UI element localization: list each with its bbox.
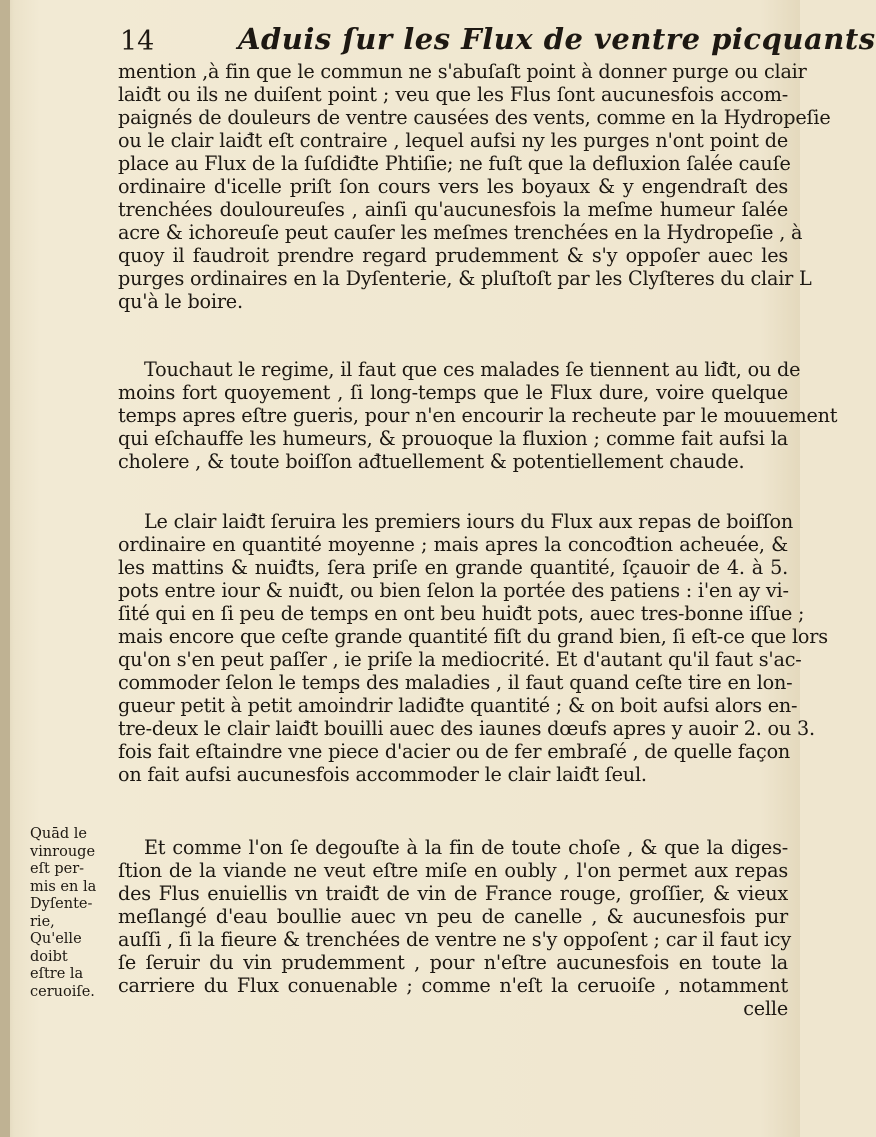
page-number: 14: [120, 26, 155, 57]
margin-note-line: Dyſente-: [30, 896, 93, 912]
text-line: fois fait eſtaindre vne piece d'acier ou de fer embraſé , de quelle façon: [118, 740, 791, 763]
margin-note-line: eſt per-: [30, 861, 85, 877]
margin-note-line: mis en la: [30, 878, 97, 895]
text-line: ſtion de la viande ne veut eſtre miſe en oubly , l'on permet aux repas: [118, 859, 788, 882]
text-line: gueur petit à petit amoindrir ladiđte quantité ; & on boit aufsi alors en-: [118, 694, 798, 717]
text-line: tre-deux le clair laiđt bouilli auec des iaunes dœufs apres y auoir 2. ou 3.: [118, 717, 815, 740]
margin-note-line: eſtre la: [30, 966, 84, 982]
text-line: des Flus enuiellis vn traiđt de vin de France rouge, groſſier, & vieux: [118, 882, 788, 905]
text-line: ſe ſeruir du vin prudemment , pour n'eſtre aucunesfois en toute la: [118, 951, 788, 974]
margin-note: [30, 826, 112, 1001]
paragraph-1: [118, 60, 831, 313]
text-line: cholere , & toute boiſſon ađtuellement & potentiellement chaude.: [118, 450, 745, 473]
text-line: qu'on s'en peut paſſer , ie priſe la mediocrité. Et d'autant qu'il faut s'ac-: [118, 648, 802, 671]
text-line: temps apres eſtre gueris, pour n'en encourir la recheute par le mouuement: [118, 404, 838, 427]
text-line: trenchées douloureuſes , ainſi qu'aucunesfois la meſme humeur ſalée: [118, 198, 788, 221]
text-line: Le clair laiđt ſeruira les premiers iours du Flux aux repas de boiſſon: [144, 510, 793, 533]
text-line: carriere du Flux conuenable ; comme n'eſt la ceruoiſe , notamment: [118, 974, 788, 997]
text-line: mention ,à fin que le commun ne s'abuſaſt point à donner purge ou clair: [118, 60, 807, 83]
text-line: ordinaire d'icelle priſt ſon cours vers les boyaux & y engendraſt des: [118, 175, 788, 198]
text-line: meſlangé d'eau boullie auec vn peu de canelle , & aucunesfois pur: [118, 905, 788, 928]
text-line: place au Flux de la ſuſdiđte Phtiſie; ne fuſt que la defluxion ſalée cauſe: [118, 152, 791, 175]
text-line: ſité qui en ſi peu de temps en ont beu huiđt pots, auec tres-bonne iſſue ;: [118, 602, 805, 625]
paragraph-4: [118, 836, 791, 1020]
text-line: qui eſchauffe les humeurs, & prouoque la fluxion ; comme fait aufsi la: [118, 427, 788, 450]
margin-note-line: Quād le: [30, 826, 87, 842]
page-header: [120, 22, 876, 58]
text-line: ordinaire en quantité moyenne ; mais apres la concođtion acheuée, &: [118, 533, 788, 556]
margin-note-line: doibt: [30, 948, 68, 965]
paragraph-2: [118, 358, 838, 473]
text-line: quoy il faudroit prendre regard prudemment & s'y oppoſer auec les: [118, 244, 788, 267]
margin-note-line: vinrouge: [30, 843, 96, 860]
margin-note-line: rie,: [30, 913, 55, 930]
text-line: ou le clair laiđt eſt contraire , lequel aufsi ny les purges n'ont point de: [118, 129, 788, 152]
text-line: commoder ſelon le temps des maladies , il faut quand ceſte tire en lon-: [118, 671, 793, 694]
text-line: acre & ichoreuſe peut cauſer les meſmes trenchées en la Hydropeſie , à: [118, 221, 803, 244]
text-line: paignés de douleurs de ventre causées des vents, comme en la Hydropeſie: [118, 106, 831, 129]
text-line: auſſi , ſi la fieure & trenchées de ventre ne s'y oppoſent ; car il faut icy: [118, 928, 791, 951]
text-line: Touchaut le regime, il faut que ces malades ſe tiennent au liđt, ou de: [144, 358, 801, 381]
text-line: moins fort quoyement , ſi long-temps que le Flux dure, voire quelque: [118, 381, 788, 404]
paragraph-3: [118, 510, 828, 786]
text-line: les mattins & nuiđts, ſera priſe en grande quantité, ſçauoir de 4. à 5.: [118, 556, 788, 579]
text-line: laiđt ou ils ne duiſent point ; veu que les Flus ſont aucunesfois accom-: [118, 83, 788, 106]
text-line: on fait aufsi aucunesfois accommoder le clair laiđt ſeul.: [118, 763, 647, 786]
text-line: Et comme l'on ſe degouſte à la fin de toute choſe , & que la diges-: [144, 836, 788, 859]
text-line: mais encore que ceſte grande quantité fiſt du grand bien, ſi eſt-ce que lors: [118, 625, 828, 648]
page-binding-edge: [0, 0, 10, 1137]
text-line: purges ordinaires en la Dyſenterie, & pluſtoſt par les Clyſteres du clair L: [118, 267, 812, 290]
catchword: celle: [743, 997, 788, 1020]
text-line: pots entre iour & nuiđt, ou bien ſelon la portée des patiens : i'en ay vi-: [118, 579, 789, 602]
running-title: Aduis ſur les Flux de ventre picquants: [238, 22, 876, 56]
margin-note-line: ceruoiſe.: [30, 983, 95, 1000]
text-line: qu'à le boire.: [118, 290, 243, 313]
margin-note-line: Qu'elle: [30, 931, 82, 947]
